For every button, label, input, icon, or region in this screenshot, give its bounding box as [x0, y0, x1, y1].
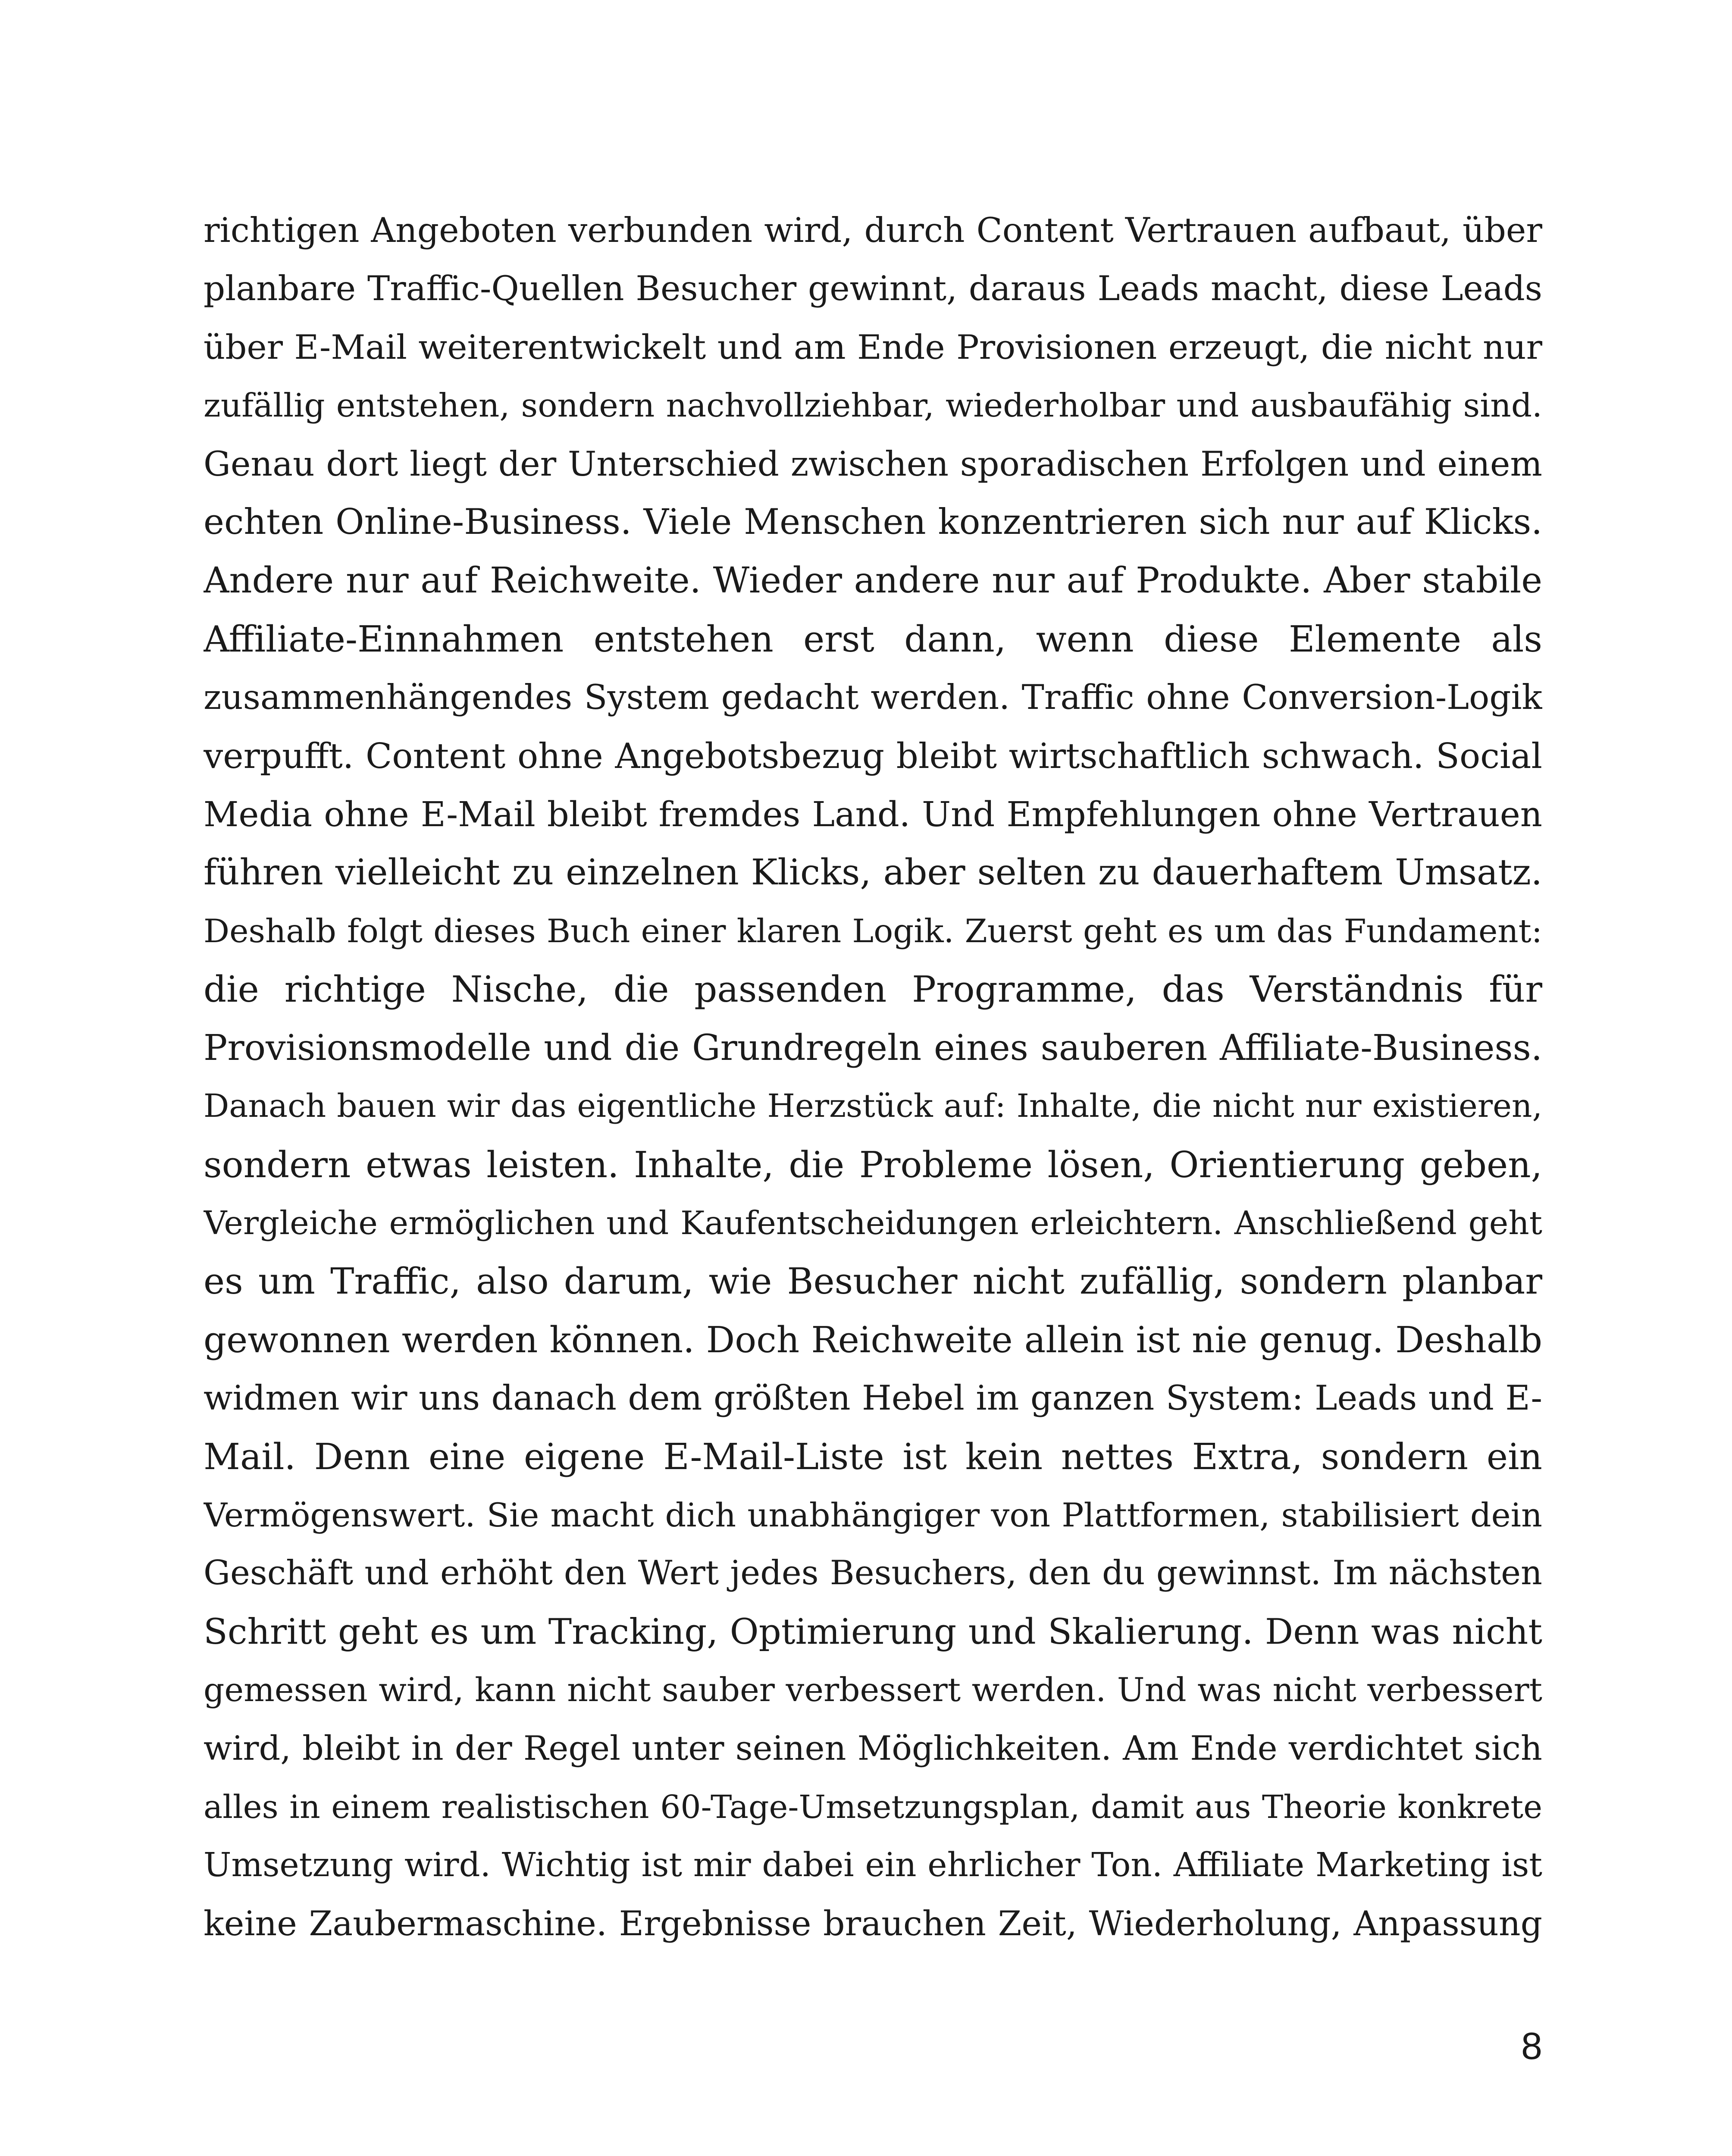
text-line: gemessen wird, kann nicht sauber verbessert werden. Und was nicht verbessert: [204, 1671, 1542, 1709]
text-line: gewonnen werden können. Doch Reichweite allein ist nie genug. Deshalb: [204, 1319, 1542, 1361]
text-line: Mail. Denn eine eigene E-Mail-Liste ist kein nettes Extra, sondern ein: [204, 1435, 1542, 1478]
text-line: Affiliate-Einnahmen entstehen erst dann, wenn diese Elemente als: [204, 618, 1542, 660]
text-line: keine Zaubermaschine. Ergebnisse brauchen Zeit, Wiederholung, Anpassung: [204, 1903, 1542, 1943]
text-line: es um Traffic, also darum, wie Besucher nicht zufällig, sondern planbar: [204, 1260, 1542, 1303]
text-line: Deshalb folgt dieses Buch einer klaren Logik. Zuerst geht es um das Fundament:: [204, 912, 1542, 950]
text-line: Genau dort liegt der Unterschied zwischen sporadischen Erfolgen und einem: [204, 444, 1542, 484]
text-line: planbare Traffic-Quellen Besucher gewinnt, daraus Leads macht, diese Leads: [204, 269, 1542, 309]
text-line: richtigen Angeboten verbunden wird, durch Content Vertrauen aufbaut, über: [204, 210, 1542, 250]
body-paragraph: [204, 201, 1542, 1953]
text-line: zusammenhängendes System gedacht werden. Traffic ohne Conversion-Logik: [204, 678, 1542, 718]
text-line: widmen wir uns danach dem größten Hebel im ganzen System: Leads und E-: [204, 1378, 1542, 1418]
text-line: sondern etwas leisten. Inhalte, die Probleme lösen, Orientierung geben,: [204, 1144, 1542, 1186]
text-line: Media ohne E-Mail bleibt fremdes Land. Und Empfehlungen ohne Vertrauen: [204, 794, 1542, 835]
text-line: verpufft. Content ohne Angebotsbezug bleibt wirtschaftlich schwach. Social: [204, 736, 1542, 776]
text-line: Danach bauen wir das eigentliche Herzstück auf: Inhalte, die nicht nur existieren,: [204, 1087, 1542, 1125]
text-line: Andere nur auf Reichweite. Wieder andere nur auf Produkte. Aber stabile: [204, 560, 1542, 602]
text-line: wird, bleibt in der Regel unter seinen Möglichkeiten. Am Ende verdichtet sich: [204, 1729, 1542, 1768]
text-line: führen vielleicht zu einzelnen Klicks, aber selten zu dauerhaftem Umsatz.: [204, 852, 1542, 893]
text-line: über E-Mail weiterentwickelt und am Ende Provisionen erzeugt, die nicht nur: [204, 327, 1542, 367]
page-number: 8: [1521, 2024, 1542, 2067]
text-line: Schritt geht es um Tracking, Optimierung und Skalierung. Denn was nicht: [204, 1611, 1542, 1652]
text-line: Provisionsmodelle und die Grundregeln eines sauberen Affiliate-Business.: [204, 1027, 1542, 1069]
text-line: die richtige Nische, die passenden Programme, das Verständnis für: [204, 968, 1542, 1011]
text-line: alles in einem realistischen 60-Tage-Umsetzungsplan, damit aus Theorie konkrete: [204, 1788, 1542, 1826]
text-line: zufällig entstehen, sondern nachvollziehbar, wiederholbar und ausbaufähig sind.: [204, 386, 1542, 425]
text-line: Vergleiche ermöglichen und Kaufentscheidungen erleichtern. Anschließend geht: [204, 1203, 1542, 1242]
text-line: Umsetzung wird. Wichtig ist mir dabei ein ehrlicher Ton. Affiliate Marketing ist: [204, 1846, 1542, 1885]
text-line: echten Online-Business. Viele Menschen konzentrieren sich nur auf Klicks.: [204, 502, 1542, 543]
text-line: Geschäft und erhöht den Wert jedes Besuchers, den du gewinnst. Im nächsten: [204, 1554, 1542, 1593]
text-line: Vermögenswert. Sie macht dich unabhängiger von Plattformen, stabilisiert dein: [204, 1495, 1542, 1534]
